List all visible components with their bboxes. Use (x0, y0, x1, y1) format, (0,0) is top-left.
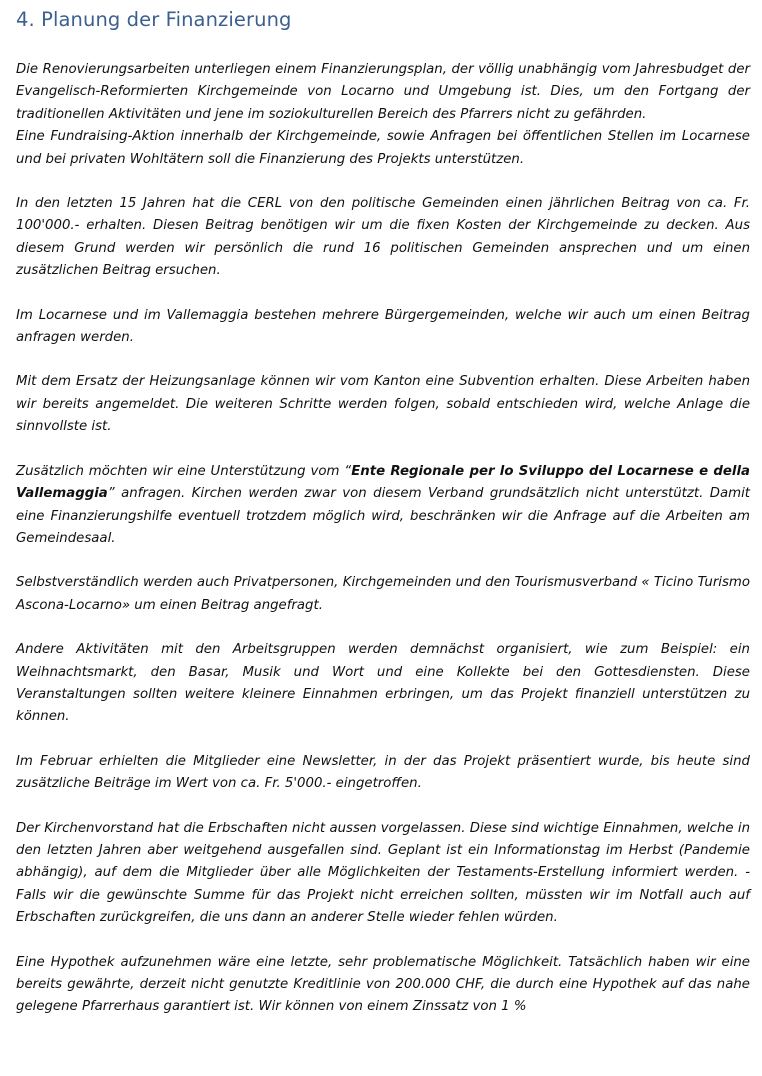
paragraph-finanzierungsplan (16, 59, 750, 171)
paragraph-privatpersonen: Selbstverständlich werden auch Privatpersonen, Kirchgemeinden und den Tourismusverband « Ticino Turismo Ascona-Locarno» um einen Beitrag angefragt. (16, 575, 750, 613)
paragraph-erbschaften: Der Kirchenvorstand hat die Erbschaften nicht aussen vorgelassen. Diese sind wichtige Einnahmen, welche in den letzten Jahren aber weitgehend ausgefallen sind. Geplant ist ein Informationstag im Herbst (Pandemie abhängig), auf dem die Mitglieder über alle Möglichkeiten der Testaments-Erstellung informiert werden. - Falls wir die gewünschte Summe für das Projekt nicht erreichen sollten, müssten wir im Notfall auch auf Erbschaften zurückgreifen, die uns dann an anderer Stelle wieder fehlen würden. (16, 820, 750, 926)
paragraph-line: Eine Fundraising-Aktion innerhalb der Kirchgemeinde, sowie Anfragen bei öffentlichen Stellen im Locarnese und bei privaten Wohltätern soll die Finanzierung des Projekts unterstützen. (16, 129, 750, 167)
paragraph-heizungsanlage: Mit dem Ersatz der Heizungsanlage können wir vom Kanton eine Subvention erhalten. Diese Arbeiten haben wir bereits angemeldet. Die weiteren Schritte werden folgen, sobald entschieden wird, welche Anlage die sinnvollste ist. (16, 374, 750, 435)
paragraph-ente-regionale (16, 461, 750, 551)
paragraph-politische-gemeinden: In den letzten 15 Jahren hat die CERL von den politische Gemeinden einen jährlichen Beitrag von ca. Fr. 100'000.- erhalten. Diesen Beitrag benötigen wir um die fixen Kosten der Kirchgemeinde zu decken. Aus diesem Grund werden wir persönlich die rund 16 politischen Gemeinden ansprechen und um einen zusätzlichen Beitrag ersuchen. (16, 196, 750, 279)
paragraph-aktivitaeten: Andere Aktivitäten mit den Arbeitsgruppen werden demnächst organisiert, wie zum Beispiel: ein Weihnachtsmarkt, den Basar, Musik und Wort und eine Kollekte bei den Gottesdiensten. Diese Veranstaltungen sollten weitere kleinere Einnahmen erbringen, um das Projekt finanziell unterstützen zu können. (16, 642, 750, 725)
paragraph-buergergemeinden: Im Locarnese und im Vallemaggia bestehen mehrere Bürgergemeinden, welche wir auch um einen Beitrag anfragen werden. (16, 307, 750, 346)
bold-organisation-name: Ente Regionale per lo Sviluppo del Locarnese e della Vallemaggia (16, 463, 750, 502)
text-run: Zusätzlich möchten wir eine Unterstützung vom “ (16, 463, 352, 479)
section-heading: 4. Planung der Finanzierung (16, 8, 292, 31)
text-run: ” anfragen. Kirchen werden zwar von diesem Verband grundsätzlich nicht unterstützt. Damit eine Finanzierungshilfe eventuell trotzdem möglich wird, beschränken wir die Anfrage auf die Arbeiten am Gemeindesaal. (16, 486, 750, 546)
paragraph-hypothek: Eine Hypothek aufzunehmen wäre eine letzte, sehr problematische Möglichkeit. Tatsächlich haben wir eine bereits gewährte, derzeit nicht genutzte Kreditlinie von 200.000 CHF, die durch eine Hypothek auf das nahe gelegene Pfarrerhaus garantiert ist. Wir können von einem Zinssatz von 1 % (16, 954, 750, 1015)
paragraph-line: Die Renovierungsarbeiten unterliegen einem Finanzierungsplan, der völlig unabhängig vom Jahresbudget der Evangelisch-Reformierten Kirchgemeinde von Locarno und Umgebung ist. Dies, um den Fortgang der traditionellen Aktivitäten und jene im soziokulturellen Bereich des Pfarrers nicht zu gefährden. (16, 62, 750, 122)
paragraph-newsletter: Im Februar erhielten die Mitglieder eine Newsletter, in der das Projekt präsentiert wurde, bis heute sind zusätzliche Beiträge im Wert von ca. Fr. 5'000.- eingetroffen. (16, 753, 750, 792)
